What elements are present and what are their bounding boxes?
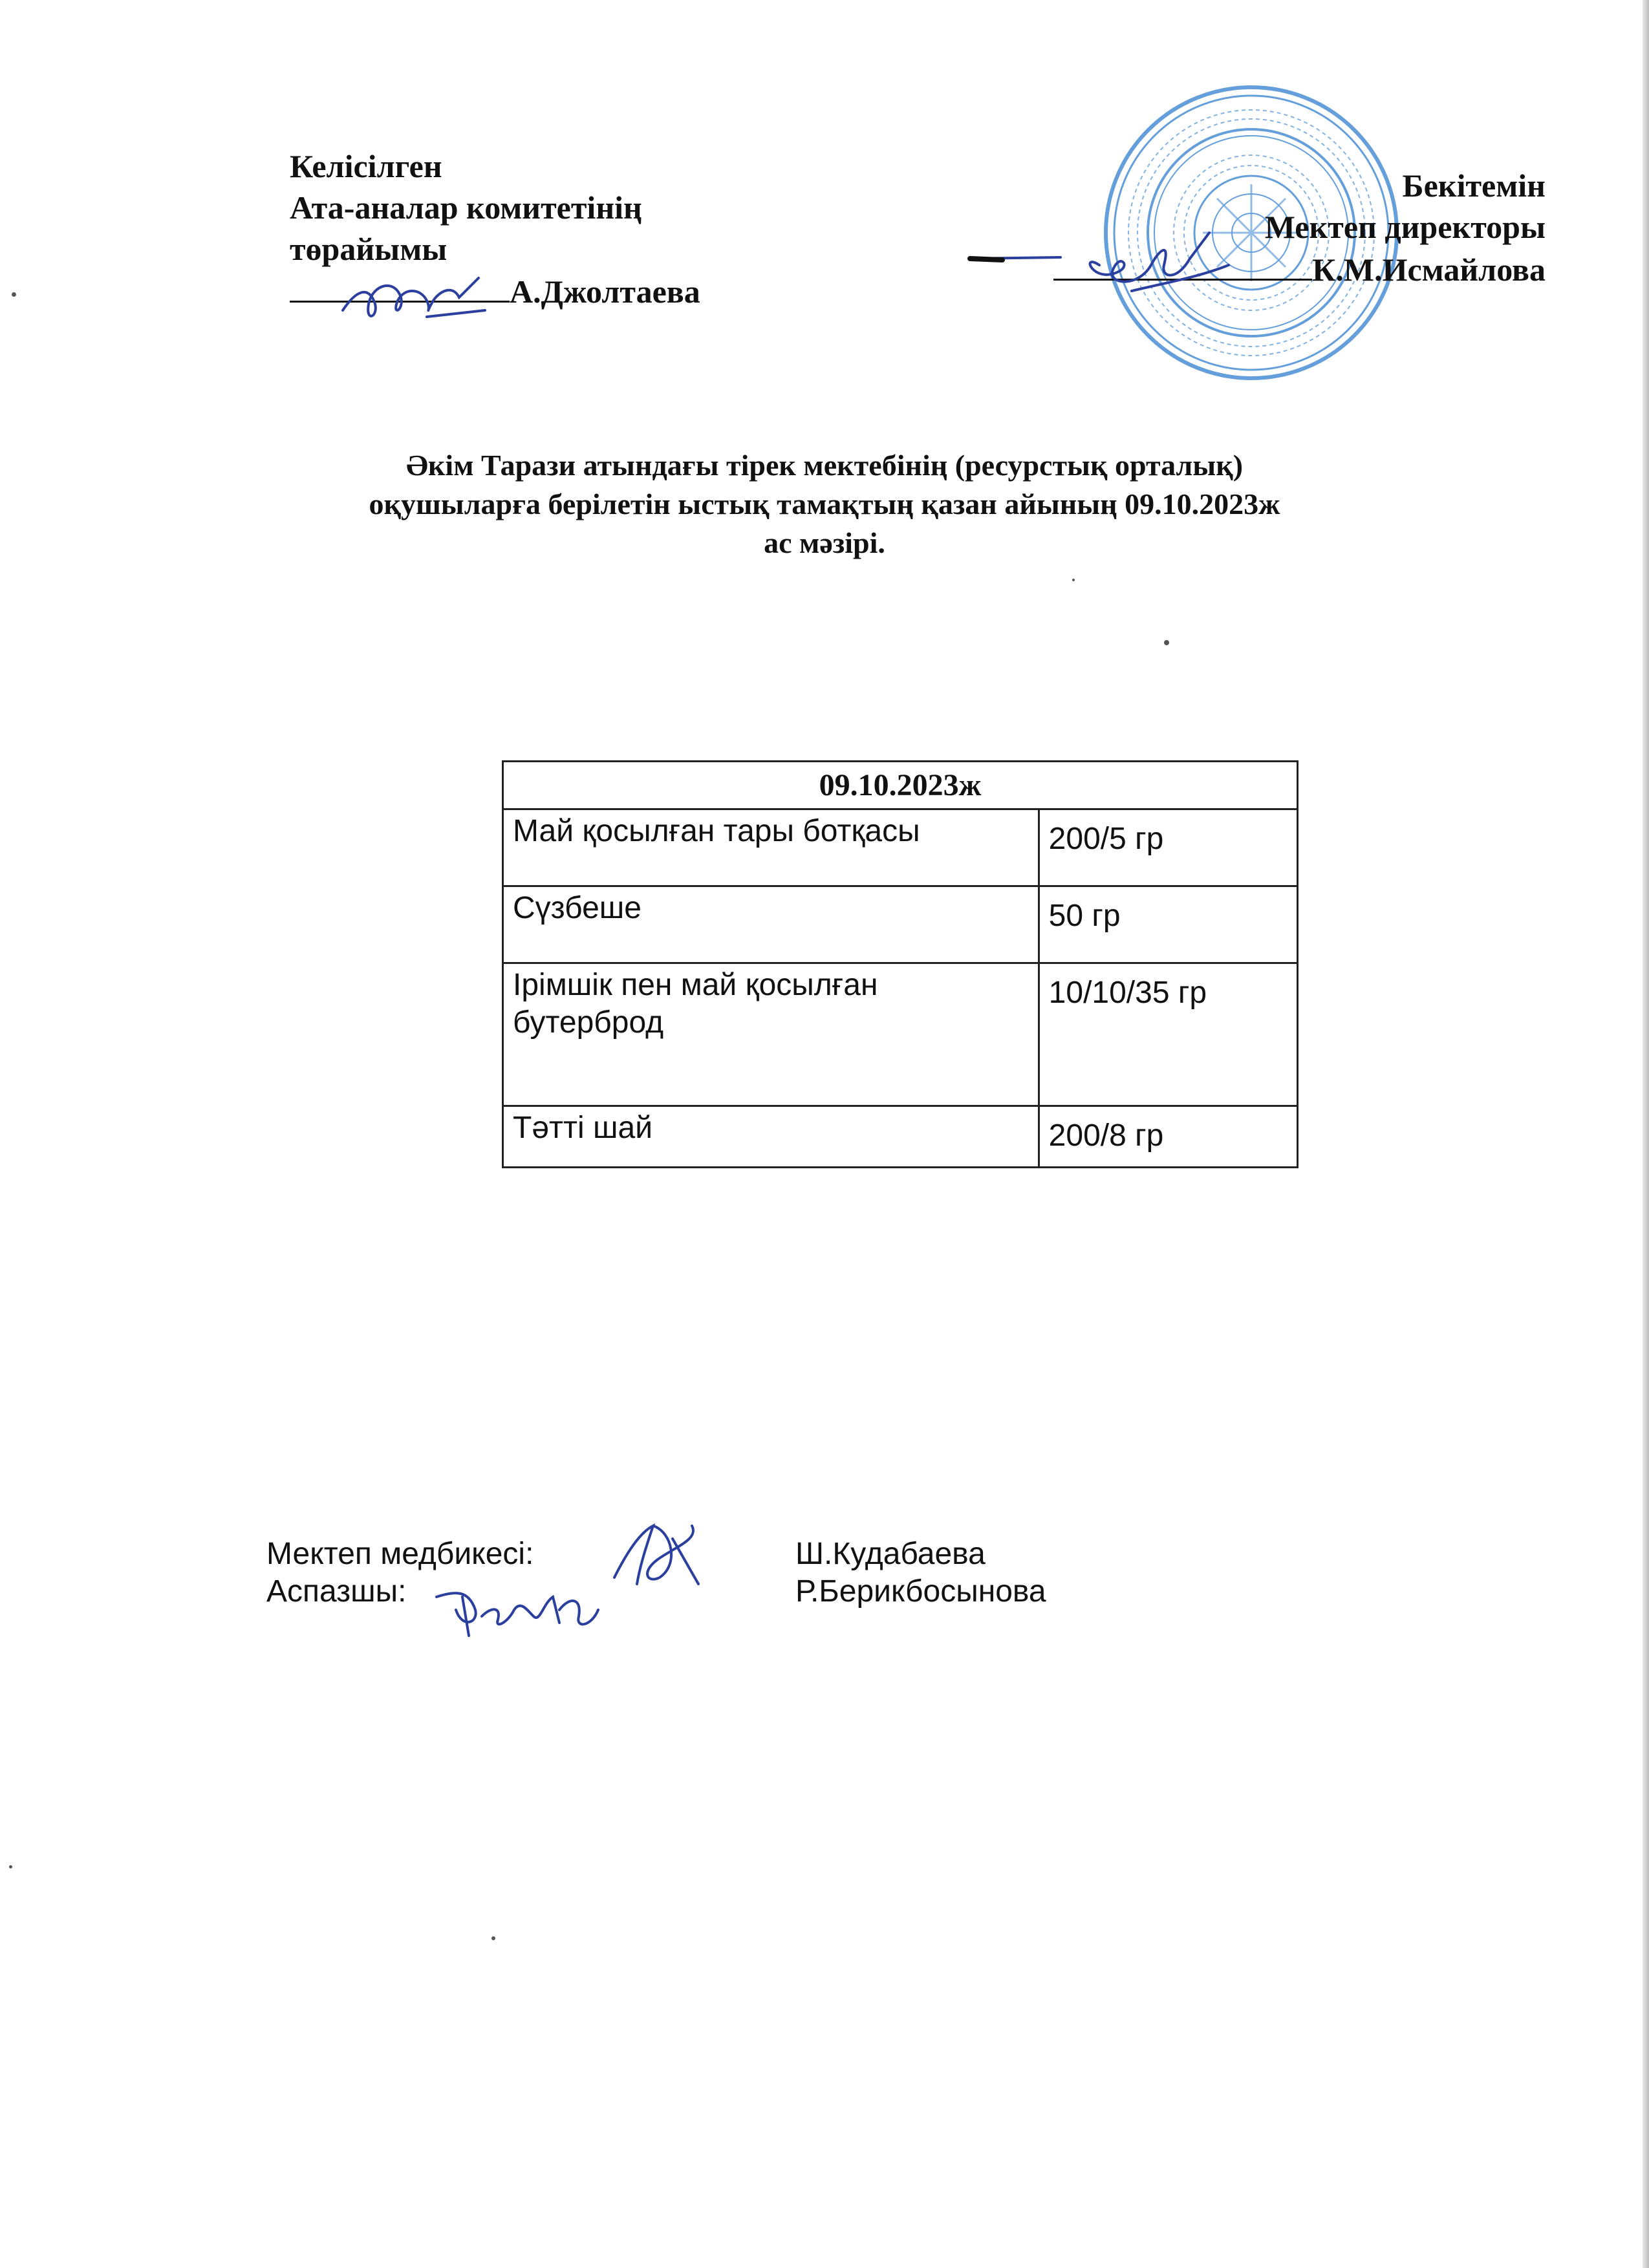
table-row bbox=[503, 809, 1298, 886]
title-line3: ас мәзірі. bbox=[764, 526, 885, 559]
table-row bbox=[503, 963, 1298, 1106]
scan-speck bbox=[1164, 640, 1169, 645]
portion-cell: 50 гр bbox=[1039, 886, 1297, 963]
dish-cell: Май қосылған тары ботқасы bbox=[503, 809, 1039, 886]
agreed-label: Келісілген bbox=[290, 148, 442, 184]
portion-cell: 200/5 гр bbox=[1039, 809, 1297, 886]
cook-label: Аспазшы: bbox=[266, 1574, 407, 1609]
agreed-role-line1: Ата-аналар комитетінің bbox=[290, 189, 642, 226]
dish-cell: Тәтті шай bbox=[503, 1106, 1039, 1168]
agreed-signature-row bbox=[290, 270, 807, 312]
agreed-name: А.Джолтаева bbox=[510, 273, 700, 310]
portion-cell: 200/8 гр bbox=[1039, 1106, 1297, 1168]
scan-speck bbox=[1072, 579, 1075, 581]
table-row bbox=[503, 886, 1298, 963]
dish-cell: Сүзбеше bbox=[503, 886, 1039, 963]
portion-cell: 10/10/35 гр bbox=[1039, 963, 1297, 1106]
agreed-block bbox=[290, 145, 807, 312]
title-line2: оқушыларға берілетін ыстық тамақтың қазан айының 09.10.2023ж bbox=[369, 487, 1280, 520]
nurse-row bbox=[266, 1535, 1172, 1573]
signature-line bbox=[1053, 248, 1312, 281]
agreed-role-line2: төрайымы bbox=[290, 231, 447, 267]
cook-name: Р.Берикбосынова bbox=[795, 1574, 1046, 1609]
approve-name: К.М.Исмайлова bbox=[1312, 251, 1546, 288]
scan-speck bbox=[9, 1865, 12, 1868]
table-header-row bbox=[503, 762, 1298, 809]
scan-speck bbox=[491, 1936, 495, 1940]
approve-signature-row bbox=[964, 248, 1546, 290]
approve-label: Бекітемін bbox=[1402, 167, 1546, 204]
table-row bbox=[503, 1106, 1298, 1168]
scan-speck bbox=[12, 292, 16, 297]
nurse-label: Мектеп медбикесі: bbox=[266, 1537, 534, 1571]
document-title bbox=[194, 446, 1455, 562]
menu-table bbox=[502, 760, 1299, 1168]
approve-block bbox=[964, 165, 1546, 290]
page-edge bbox=[1643, 0, 1649, 2268]
nurse-name: Ш.Кудабаева bbox=[795, 1537, 986, 1571]
dish-cell: Ірімшік пен май қосылған бутерброд bbox=[503, 963, 1039, 1106]
signature-line bbox=[290, 270, 510, 303]
footer-signatures bbox=[266, 1535, 1172, 1610]
menu-date: 09.10.2023ж bbox=[503, 762, 1298, 809]
approve-role: Мектеп директоры bbox=[1264, 209, 1546, 245]
title-line1: Әкім Тарази атындағы тірек мектебінің (ресурстық орталық) bbox=[405, 449, 1244, 482]
cook-row bbox=[266, 1573, 1172, 1610]
